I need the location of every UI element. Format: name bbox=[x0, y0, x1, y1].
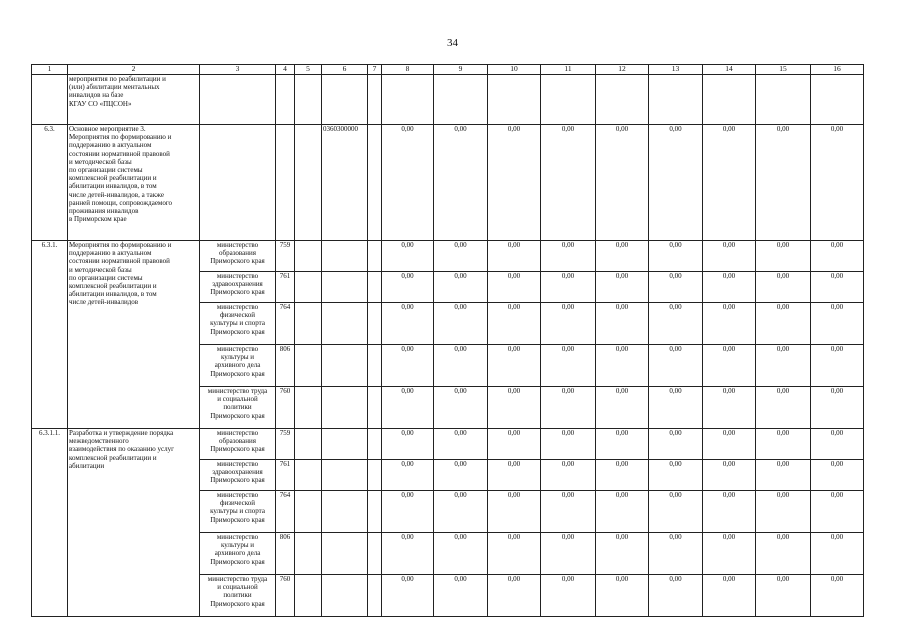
value-cell: 0,00 bbox=[434, 387, 488, 429]
value-cell: 0,00 bbox=[756, 575, 811, 617]
section-code bbox=[295, 272, 322, 303]
value-cell: 0,00 bbox=[756, 303, 811, 345]
responsible-executor bbox=[200, 75, 276, 125]
target-article-code bbox=[322, 75, 368, 125]
value-cell: 0,00 bbox=[382, 491, 434, 533]
value-cell: 0,00 bbox=[382, 429, 434, 460]
value-cell: 0,00 bbox=[649, 491, 703, 533]
value-cell: 0,00 bbox=[596, 345, 649, 387]
value-cell: 0,00 bbox=[596, 429, 649, 460]
column-header: 6 bbox=[322, 65, 368, 75]
value-cell: 0,00 bbox=[382, 533, 434, 575]
responsible-executor: министерство культуры и архивного дела Приморского края bbox=[200, 345, 276, 387]
value-cell: 0,00 bbox=[434, 429, 488, 460]
value-cell: 0,00 bbox=[596, 272, 649, 303]
expense-type-code bbox=[368, 241, 382, 272]
target-article-code bbox=[322, 303, 368, 345]
section-code bbox=[295, 303, 322, 345]
table-row bbox=[32, 429, 864, 460]
section-code bbox=[295, 533, 322, 575]
responsible-executor: министерство труда и социальной политики Приморского края bbox=[200, 575, 276, 617]
value-cell: 0,00 bbox=[596, 303, 649, 345]
value-cell bbox=[541, 75, 596, 125]
value-cell: 0,00 bbox=[649, 429, 703, 460]
expense-type-code bbox=[368, 429, 382, 460]
expense-type-code bbox=[368, 575, 382, 617]
column-header: 15 bbox=[756, 65, 811, 75]
row-name: мероприятия по реабилитации и (или) абилитации ментальных инвалидов на базе КГАУ СО «ПЦСОН» bbox=[68, 75, 200, 125]
value-cell: 0,00 bbox=[382, 460, 434, 491]
value-cell bbox=[382, 75, 434, 125]
responsible-executor: министерство культуры и архивного дела Приморского края bbox=[200, 533, 276, 575]
value-cell: 0,00 bbox=[649, 241, 703, 272]
value-cell: 0,00 bbox=[488, 303, 541, 345]
target-article-code bbox=[322, 491, 368, 533]
column-header: 12 bbox=[596, 65, 649, 75]
value-cell: 0,00 bbox=[703, 272, 756, 303]
table-row bbox=[32, 125, 864, 241]
value-cell: 0,00 bbox=[382, 241, 434, 272]
grbs-code: 764 bbox=[276, 491, 295, 533]
value-cell: 0,00 bbox=[434, 575, 488, 617]
value-cell: 0,00 bbox=[649, 272, 703, 303]
value-cell: 0,00 bbox=[703, 429, 756, 460]
value-cell: 0,00 bbox=[811, 387, 864, 429]
responsible-executor: министерство здравоохранения Приморского края bbox=[200, 460, 276, 491]
value-cell: 0,00 bbox=[488, 491, 541, 533]
responsible-executor bbox=[200, 125, 276, 241]
value-cell: 0,00 bbox=[596, 387, 649, 429]
column-header: 5 bbox=[295, 65, 322, 75]
value-cell: 0,00 bbox=[434, 345, 488, 387]
table-header-row bbox=[32, 65, 864, 75]
value-cell: 0,00 bbox=[382, 272, 434, 303]
value-cell: 0,00 bbox=[649, 387, 703, 429]
value-cell: 0,00 bbox=[756, 387, 811, 429]
row-name: Мероприятия по формированию и поддержанию в актуальном состоянии нормативной правовой и методической базы по организации системы комплексной реабилитации и абилитации инвалидов, в том числе детей-инвалидов bbox=[68, 241, 200, 429]
target-article-code bbox=[322, 533, 368, 575]
column-header: 11 bbox=[541, 65, 596, 75]
target-article-code bbox=[322, 387, 368, 429]
value-cell: 0,00 bbox=[434, 272, 488, 303]
grbs-code: 761 bbox=[276, 272, 295, 303]
value-cell bbox=[596, 75, 649, 125]
value-cell: 0,00 bbox=[596, 460, 649, 491]
section-code bbox=[295, 125, 322, 241]
value-cell: 0,00 bbox=[756, 491, 811, 533]
target-article-code bbox=[322, 272, 368, 303]
expense-type-code bbox=[368, 533, 382, 575]
section-code bbox=[295, 241, 322, 272]
grbs-code: 764 bbox=[276, 303, 295, 345]
target-article-code: 0360300000 bbox=[322, 125, 368, 241]
program-table bbox=[31, 64, 864, 617]
value-cell: 0,00 bbox=[541, 429, 596, 460]
section-code bbox=[295, 460, 322, 491]
value-cell: 0,00 bbox=[382, 387, 434, 429]
value-cell: 0,00 bbox=[488, 575, 541, 617]
column-header: 1 bbox=[32, 65, 68, 75]
value-cell: 0,00 bbox=[541, 303, 596, 345]
value-cell: 0,00 bbox=[434, 491, 488, 533]
value-cell: 0,00 bbox=[382, 345, 434, 387]
value-cell: 0,00 bbox=[541, 241, 596, 272]
row-number: 6.3.1.1. bbox=[32, 429, 68, 617]
grbs-code: 806 bbox=[276, 345, 295, 387]
value-cell: 0,00 bbox=[649, 303, 703, 345]
grbs-code bbox=[276, 125, 295, 241]
row-number: 6.3.1. bbox=[32, 241, 68, 429]
value-cell: 0,00 bbox=[756, 241, 811, 272]
value-cell: 0,00 bbox=[434, 533, 488, 575]
value-cell: 0,00 bbox=[811, 460, 864, 491]
value-cell bbox=[703, 75, 756, 125]
value-cell: 0,00 bbox=[488, 345, 541, 387]
value-cell: 0,00 bbox=[488, 429, 541, 460]
section-code bbox=[295, 575, 322, 617]
value-cell: 0,00 bbox=[434, 125, 488, 241]
value-cell: 0,00 bbox=[703, 387, 756, 429]
value-cell: 0,00 bbox=[596, 241, 649, 272]
value-cell: 0,00 bbox=[488, 387, 541, 429]
expense-type-code bbox=[368, 491, 382, 533]
value-cell bbox=[756, 75, 811, 125]
responsible-executor: министерство физической культуры и спорта Приморского края bbox=[200, 303, 276, 345]
value-cell: 0,00 bbox=[488, 125, 541, 241]
row-number: 6.3. bbox=[32, 125, 68, 241]
expense-type-code bbox=[368, 75, 382, 125]
value-cell: 0,00 bbox=[756, 345, 811, 387]
section-code bbox=[295, 387, 322, 429]
value-cell: 0,00 bbox=[541, 125, 596, 241]
value-cell bbox=[811, 75, 864, 125]
responsible-executor: министерство образования Приморского края bbox=[200, 241, 276, 272]
value-cell: 0,00 bbox=[382, 125, 434, 241]
target-article-code bbox=[322, 345, 368, 387]
value-cell: 0,00 bbox=[649, 460, 703, 491]
value-cell: 0,00 bbox=[434, 460, 488, 491]
column-header: 9 bbox=[434, 65, 488, 75]
value-cell: 0,00 bbox=[756, 533, 811, 575]
value-cell: 0,00 bbox=[649, 533, 703, 575]
value-cell: 0,00 bbox=[703, 241, 756, 272]
value-cell: 0,00 bbox=[541, 575, 596, 617]
column-header: 14 bbox=[703, 65, 756, 75]
value-cell: 0,00 bbox=[596, 125, 649, 241]
value-cell bbox=[434, 75, 488, 125]
grbs-code: 759 bbox=[276, 241, 295, 272]
column-header: 10 bbox=[488, 65, 541, 75]
value-cell: 0,00 bbox=[703, 345, 756, 387]
value-cell: 0,00 bbox=[596, 491, 649, 533]
page-number: 34 bbox=[447, 37, 458, 49]
value-cell: 0,00 bbox=[811, 533, 864, 575]
expense-type-code bbox=[368, 387, 382, 429]
table-row bbox=[32, 75, 864, 125]
value-cell bbox=[488, 75, 541, 125]
value-cell: 0,00 bbox=[703, 533, 756, 575]
column-header: 2 bbox=[68, 65, 200, 75]
value-cell: 0,00 bbox=[703, 491, 756, 533]
grbs-code: 760 bbox=[276, 575, 295, 617]
value-cell: 0,00 bbox=[703, 303, 756, 345]
value-cell: 0,00 bbox=[596, 533, 649, 575]
value-cell: 0,00 bbox=[382, 575, 434, 617]
value-cell: 0,00 bbox=[541, 460, 596, 491]
value-cell: 0,00 bbox=[488, 533, 541, 575]
table-row bbox=[32, 241, 864, 272]
target-article-code bbox=[322, 460, 368, 491]
value-cell: 0,00 bbox=[756, 125, 811, 241]
value-cell: 0,00 bbox=[811, 345, 864, 387]
target-article-code bbox=[322, 575, 368, 617]
column-header: 3 bbox=[200, 65, 276, 75]
responsible-executor: министерство труда и социальной политики Приморского края bbox=[200, 387, 276, 429]
expense-type-code bbox=[368, 272, 382, 303]
value-cell: 0,00 bbox=[811, 429, 864, 460]
value-cell: 0,00 bbox=[649, 575, 703, 617]
row-name: Основное мероприятие 3. Мероприятия по формированию и поддержанию в актуальном состоянии нормативной правовой и методической базы по организации системы комплексной реабилитации и абилитации инвалидов, в том числе детей-инвалидов, а также ранней помощи, сопровождаемого проживания инвалидов в Приморском крае bbox=[68, 125, 200, 241]
value-cell: 0,00 bbox=[649, 345, 703, 387]
expense-type-code bbox=[368, 303, 382, 345]
value-cell: 0,00 bbox=[434, 303, 488, 345]
grbs-code: 806 bbox=[276, 533, 295, 575]
value-cell: 0,00 bbox=[649, 125, 703, 241]
column-header: 13 bbox=[649, 65, 703, 75]
value-cell: 0,00 bbox=[488, 241, 541, 272]
section-code bbox=[295, 345, 322, 387]
value-cell: 0,00 bbox=[756, 272, 811, 303]
expense-type-code bbox=[368, 460, 382, 491]
section-code bbox=[295, 491, 322, 533]
responsible-executor: министерство образования Приморского края bbox=[200, 429, 276, 460]
value-cell: 0,00 bbox=[541, 387, 596, 429]
value-cell: 0,00 bbox=[703, 125, 756, 241]
value-cell: 0,00 bbox=[811, 272, 864, 303]
value-cell: 0,00 bbox=[541, 345, 596, 387]
column-header: 16 bbox=[811, 65, 864, 75]
grbs-code: 760 bbox=[276, 387, 295, 429]
row-name: Разработка и утверждение порядка межведомственного взаимодействия по оказанию услуг комплексной реабилитации и абилитации bbox=[68, 429, 200, 617]
value-cell: 0,00 bbox=[596, 575, 649, 617]
value-cell: 0,00 bbox=[541, 272, 596, 303]
value-cell: 0,00 bbox=[811, 125, 864, 241]
value-cell: 0,00 bbox=[703, 460, 756, 491]
value-cell: 0,00 bbox=[811, 241, 864, 272]
responsible-executor: министерство физической культуры и спорта Приморского края bbox=[200, 491, 276, 533]
grbs-code: 759 bbox=[276, 429, 295, 460]
column-header: 4 bbox=[276, 65, 295, 75]
responsible-executor: министерство здравоохранения Приморского края bbox=[200, 272, 276, 303]
column-header: 8 bbox=[382, 65, 434, 75]
value-cell: 0,00 bbox=[488, 460, 541, 491]
value-cell: 0,00 bbox=[756, 429, 811, 460]
row-number bbox=[32, 75, 68, 125]
value-cell: 0,00 bbox=[703, 575, 756, 617]
value-cell: 0,00 bbox=[541, 533, 596, 575]
target-article-code bbox=[322, 241, 368, 272]
column-header: 7 bbox=[368, 65, 382, 75]
value-cell: 0,00 bbox=[382, 303, 434, 345]
value-cell: 0,00 bbox=[488, 272, 541, 303]
value-cell: 0,00 bbox=[811, 303, 864, 345]
value-cell: 0,00 bbox=[811, 491, 864, 533]
expense-type-code bbox=[368, 125, 382, 241]
section-code bbox=[295, 429, 322, 460]
value-cell: 0,00 bbox=[541, 491, 596, 533]
target-article-code bbox=[322, 429, 368, 460]
section-code bbox=[295, 75, 322, 125]
value-cell bbox=[649, 75, 703, 125]
value-cell: 0,00 bbox=[434, 241, 488, 272]
value-cell: 0,00 bbox=[811, 575, 864, 617]
expense-type-code bbox=[368, 345, 382, 387]
grbs-code bbox=[276, 75, 295, 125]
value-cell: 0,00 bbox=[756, 460, 811, 491]
grbs-code: 761 bbox=[276, 460, 295, 491]
